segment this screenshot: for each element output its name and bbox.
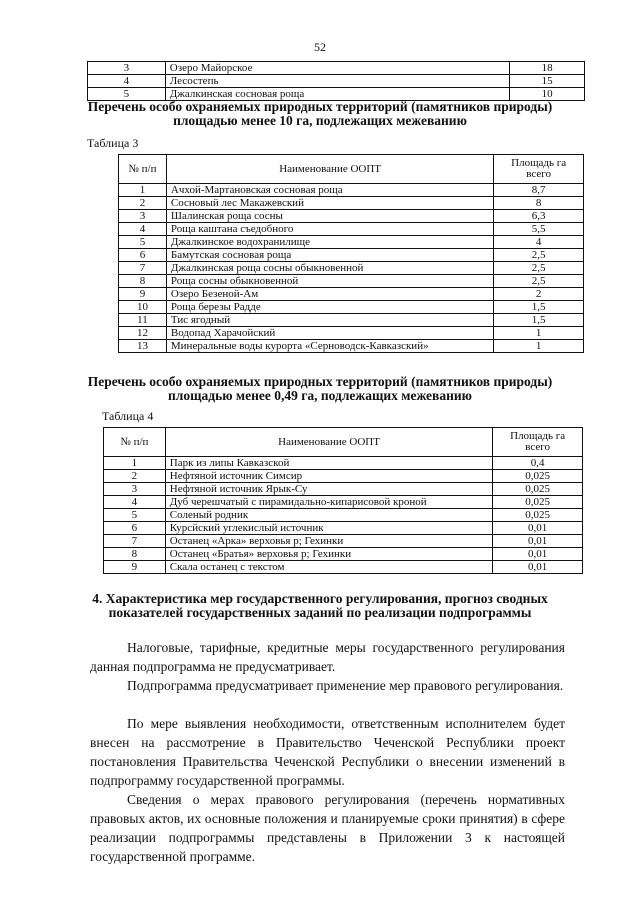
row-area-cell: 1 (494, 327, 584, 340)
row-number-cell: 2 (119, 197, 167, 210)
row-name-cell: Джалкинская сосновая роща (165, 88, 509, 101)
col-header-num: № п/п (119, 155, 167, 184)
row-number-cell: 7 (119, 262, 167, 275)
row-name-cell: Роща березы Радде (166, 301, 493, 314)
row-number-cell: 6 (119, 249, 167, 262)
table-row (119, 301, 584, 314)
row-area-cell: 0,025 (493, 496, 583, 509)
row-name-cell: Останец «Арка» верховья р; Гехинки (165, 535, 493, 548)
row-area-cell: 6,3 (494, 210, 584, 223)
row-area-cell: 15 (510, 75, 585, 88)
table-row (119, 288, 584, 301)
table4 (103, 427, 583, 574)
row-name-cell: Тис ягодный (166, 314, 493, 327)
table-row (104, 470, 583, 483)
row-name-cell: Озеро Майорское (165, 62, 509, 75)
row-area-cell: 1,5 (494, 314, 584, 327)
row-number-cell: 3 (104, 483, 166, 496)
table-row (104, 483, 583, 496)
section4-title: 4. Характеристика мер государственного регулирования, прогноз сводных показателей государственных заданий по реализации подпрограммы (92, 591, 548, 620)
table3 (118, 154, 584, 353)
row-name-cell: Лесостепь (165, 75, 509, 88)
table-row (88, 62, 585, 75)
col-header-area: Площадь га всего (494, 155, 584, 184)
row-area-cell: 8 (494, 197, 584, 210)
row-name-cell: Парк из липы Кавказской (165, 457, 493, 470)
table-row (119, 210, 584, 223)
row-number-cell: 6 (104, 522, 166, 535)
row-area-cell: 2,5 (494, 249, 584, 262)
row-area-cell: 8,7 (494, 184, 584, 197)
table-row (104, 548, 583, 561)
table4-label: Таблица 4 (102, 409, 154, 423)
table-row (119, 314, 584, 327)
row-name-cell: Джалкинское водохранилище (166, 236, 493, 249)
row-number-cell: 3 (88, 62, 166, 75)
table-row (119, 275, 584, 288)
col-header-area: Площадь га всего (493, 428, 583, 457)
row-number-cell: 4 (119, 223, 167, 236)
table3-label: Таблица 3 (87, 136, 139, 150)
row-name-cell: Дуб черешчатый с пирамидально-кипарисовой кроной (165, 496, 493, 509)
table-row (104, 457, 583, 470)
row-name-cell: Останец «Братья» верховья р; Гехинки (165, 548, 493, 561)
page-number: 52 (314, 40, 326, 54)
row-area-cell: 18 (510, 62, 585, 75)
row-area-cell: 0,01 (493, 548, 583, 561)
table-row (104, 496, 583, 509)
heading-table3: Перечень особо охраняемых природных территорий (памятников природы) площадью менее 10 га, подлежащих межеванию (87, 99, 553, 128)
row-area-cell: 0,4 (493, 457, 583, 470)
row-name-cell: Водопад Харачойский (166, 327, 493, 340)
table-row (119, 262, 584, 275)
row-name-cell: Бамутская сосновая роща (166, 249, 493, 262)
top-table (87, 61, 585, 101)
row-number-cell: 13 (119, 340, 167, 353)
table-row (104, 522, 583, 535)
paragraph-3: По мере выявления необходимости, ответственным исполнителем будет внесен на рассмотрение в Правительство Чеченской Республики проект постановления Правительства Чеченской Республики о внесении изменений в подпрограмму государственной программы. (90, 716, 565, 788)
row-number-cell: 9 (104, 561, 166, 574)
table-row (119, 197, 584, 210)
row-area-cell: 1 (494, 340, 584, 353)
table-row (104, 509, 583, 522)
row-area-cell: 0,025 (493, 509, 583, 522)
row-area-cell: 2 (494, 288, 584, 301)
row-area-cell: 2,5 (494, 262, 584, 275)
row-name-cell: Озеро Безеной-Ам (166, 288, 493, 301)
row-number-cell: 5 (104, 509, 166, 522)
paragraph-1: Налоговые, тарифные, кредитные меры государственного регулирования данная подпрограмма не предусматривает. (90, 640, 565, 674)
col-header-num: № п/п (104, 428, 166, 457)
row-area-cell: 0,01 (493, 535, 583, 548)
row-name-cell: Роща каштана съедобного (166, 223, 493, 236)
row-name-cell: Минеральные воды курорта «Серноводск-Кавказский» (166, 340, 493, 353)
row-area-cell: 0,025 (493, 470, 583, 483)
row-number-cell: 4 (104, 496, 166, 509)
row-area-cell: 2,5 (494, 275, 584, 288)
row-number-cell: 8 (104, 548, 166, 561)
row-area-cell: 1,5 (494, 301, 584, 314)
table-row (104, 535, 583, 548)
row-number-cell: 12 (119, 327, 167, 340)
table3-header-row (119, 155, 584, 184)
row-area-cell: 0,01 (493, 522, 583, 535)
row-number-cell: 2 (104, 470, 166, 483)
row-number-cell: 9 (119, 288, 167, 301)
row-number-cell: 11 (119, 314, 167, 327)
row-area-cell: 10 (510, 88, 585, 101)
table-row (119, 327, 584, 340)
row-number-cell: 3 (119, 210, 167, 223)
table-row (119, 236, 584, 249)
row-number-cell: 1 (104, 457, 166, 470)
table-row (119, 340, 584, 353)
table-row (119, 223, 584, 236)
row-name-cell: Шалинская роща сосны (166, 210, 493, 223)
table4-header-row (104, 428, 583, 457)
col-header-name: Наименование ООПТ (165, 428, 493, 457)
row-area-cell: 4 (494, 236, 584, 249)
row-name-cell: Соленый родник (165, 509, 493, 522)
row-name-cell: Нефтяной источник Симсир (165, 470, 493, 483)
col-header-name: Наименование ООПТ (166, 155, 493, 184)
row-name-cell: Ачхой-Мартановская сосновая роща (166, 184, 493, 197)
table-row (119, 249, 584, 262)
row-number-cell: 7 (104, 535, 166, 548)
row-name-cell: Скала останец с текстом (165, 561, 493, 574)
row-name-cell: Курсйский углекислый источник (165, 522, 493, 535)
table-row (119, 184, 584, 197)
row-number-cell: 8 (119, 275, 167, 288)
row-number-cell: 5 (119, 236, 167, 249)
paragraph-2: Подпрограмма предусматривает применение мер правового регулирования. (127, 678, 564, 693)
row-name-cell: Сосновый лес Макажевский (166, 197, 493, 210)
table-row (104, 561, 583, 574)
row-name-cell: Джалкинская роща сосны обыкновенной (166, 262, 493, 275)
paragraph-4: Сведения о мерах правового регулирования (перечень нормативных правовых актов, их основные положения и планируемые сроки принятия) в сфере реализации подпрограммы представлены в Приложении 3 к настоящей государственной программе. (90, 792, 565, 864)
table-row (88, 75, 585, 88)
row-number-cell: 5 (88, 88, 166, 101)
row-area-cell: 0,01 (493, 561, 583, 574)
row-number-cell: 1 (119, 184, 167, 197)
row-area-cell: 0,025 (493, 483, 583, 496)
row-number-cell: 4 (88, 75, 166, 88)
row-number-cell: 10 (119, 301, 167, 314)
row-name-cell: Роща сосны обыкновенной (166, 275, 493, 288)
row-name-cell: Нефтяной источник Ярык-Су (165, 483, 493, 496)
row-area-cell: 5,5 (494, 223, 584, 236)
heading-table4: Перечень особо охраняемых природных территорий (памятников природы) площадью менее 0,49 га, подлежащих межеванию (87, 374, 553, 403)
